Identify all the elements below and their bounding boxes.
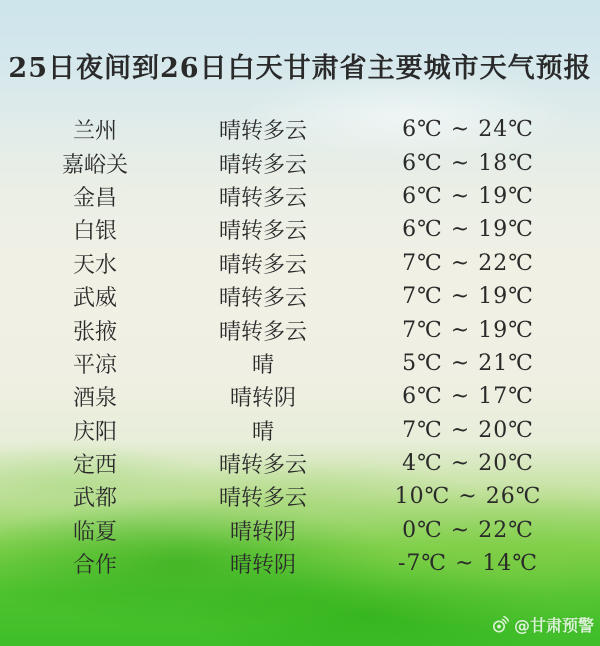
temperature-range: 5℃ ~ 21℃ (402, 350, 534, 376)
page-title: 25日夜间到26日白天甘肃省主要城市天气预报 (8, 53, 592, 84)
forecast-row (0, 146, 600, 179)
city-name: 武威 (72, 286, 117, 312)
temperature-range: 7℃ ~ 19℃ (402, 284, 534, 310)
weather-condition: 晴转多云 (218, 453, 307, 479)
forecast-row (0, 313, 600, 346)
weather-condition: 晴转多云 (218, 185, 307, 211)
forecast-row (0, 447, 600, 480)
weather-condition: 晴转多云 (218, 486, 307, 512)
weather-condition: 晴转多云 (218, 219, 307, 245)
temperature-range: 6℃ ~ 18℃ (402, 150, 534, 176)
temperature-range: 7℃ ~ 20℃ (402, 417, 534, 443)
city-name: 白银 (72, 219, 117, 245)
weather-condition: 晴转阴 (229, 386, 296, 412)
city-name: 武都 (72, 486, 117, 512)
forecast-row (0, 113, 600, 146)
forecast-row (0, 213, 600, 246)
forecast-row (0, 380, 600, 413)
city-name: 嘉峪关 (61, 152, 128, 178)
watermark-handle: @甘肃预警 (513, 616, 594, 635)
forecast-row (0, 414, 600, 447)
forecast-row (0, 280, 600, 313)
temperature-range: 6℃ ~ 19℃ (402, 217, 534, 243)
temperature-range: 7℃ ~ 22℃ (402, 250, 534, 276)
weather-condition: 晴转多云 (218, 152, 307, 178)
temperature-range: 6℃ ~ 17℃ (402, 384, 534, 410)
forecast-row (0, 514, 600, 547)
city-name: 天水 (72, 252, 117, 278)
weather-condition: 晴转阴 (229, 553, 296, 579)
weather-condition: 晴转多云 (218, 286, 307, 312)
temperature-range: 4℃ ~ 20℃ (402, 451, 534, 477)
city-name: 平凉 (72, 352, 117, 378)
city-name: 张掖 (72, 319, 117, 345)
forecast-row (0, 247, 600, 280)
weather-condition: 晴转多云 (218, 119, 307, 145)
weather-condition: 晴转多云 (218, 252, 307, 278)
forecast-row (0, 547, 600, 580)
watermark (491, 613, 594, 636)
forecast-row (0, 480, 600, 513)
temperature-range: 6℃ ~ 24℃ (402, 117, 534, 143)
city-name: 庆阳 (72, 419, 117, 445)
city-name: 兰州 (72, 119, 117, 145)
forecast-row (0, 347, 600, 380)
temperature-range: 0℃ ~ 22℃ (402, 517, 534, 543)
temperature-range: 7℃ ~ 19℃ (402, 317, 534, 343)
city-name: 临夏 (72, 519, 117, 545)
forecast-table (0, 113, 600, 580)
temperature-range: 6℃ ~ 19℃ (402, 183, 534, 209)
forecast-row (0, 180, 600, 213)
temperature-range: -7℃ ~ 14℃ (397, 551, 539, 577)
city-name: 合作 (72, 553, 117, 579)
city-name: 酒泉 (72, 386, 117, 412)
temperature-range: 10℃ ~ 26℃ (394, 484, 542, 510)
weather-condition: 晴 (251, 419, 274, 445)
weibo-icon (491, 615, 510, 634)
city-name: 金昌 (72, 185, 117, 211)
weather-condition: 晴转阴 (229, 519, 296, 545)
weather-condition: 晴 (251, 352, 274, 378)
weather-condition: 晴转多云 (218, 319, 307, 345)
city-name: 定西 (72, 453, 117, 479)
